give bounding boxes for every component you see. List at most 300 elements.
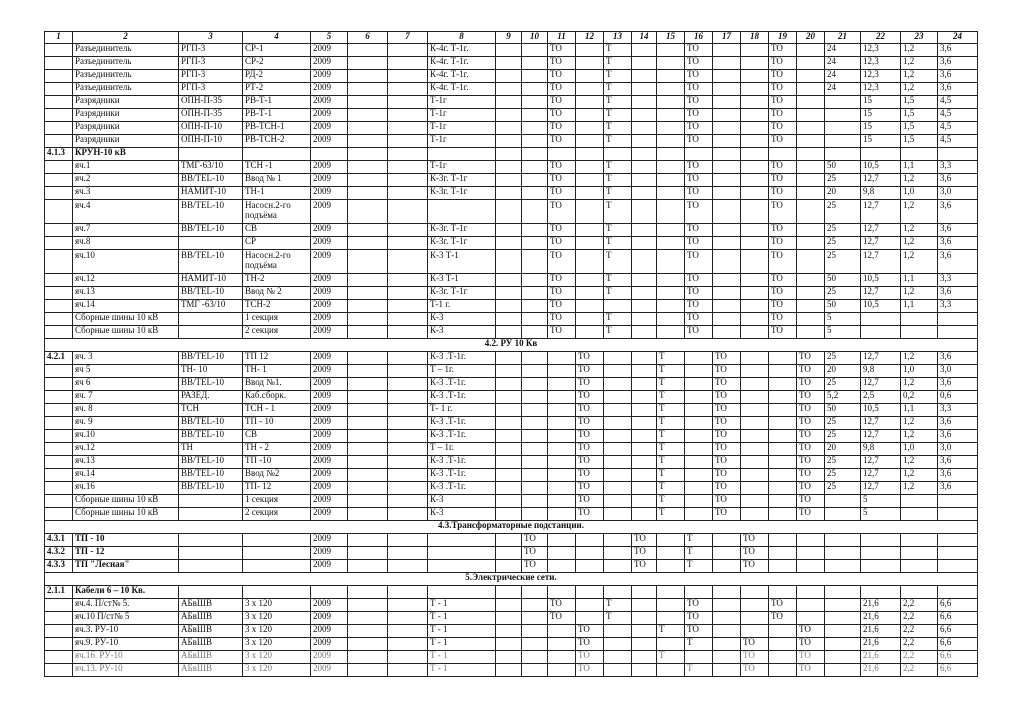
table-cell <box>496 313 522 326</box>
table-cell: 3,6 <box>938 174 978 187</box>
table-cell: 2009 <box>311 482 348 495</box>
table-cell: 12,3 <box>861 57 901 70</box>
table-cell: 1,2 <box>901 70 938 83</box>
table-cell <box>604 456 632 469</box>
table-cell <box>522 200 548 224</box>
table-cell <box>632 187 657 200</box>
table-cell <box>576 135 604 148</box>
table-cell: яч.10 <box>73 430 179 443</box>
table-cell: К-3 <box>428 495 496 508</box>
table-cell <box>901 495 938 508</box>
table-cell <box>713 161 741 174</box>
table-cell: ТО <box>713 495 741 508</box>
table-cell <box>713 664 741 677</box>
table-cell: ТО <box>769 313 797 326</box>
table-cell: ТО <box>548 326 576 339</box>
table-cell: ТО <box>741 534 769 547</box>
table-cell <box>657 250 685 274</box>
table-cell <box>797 586 825 599</box>
table-cell: яч.8 <box>73 237 179 250</box>
table-cell <box>657 326 685 339</box>
table-cell: 24 <box>825 44 861 57</box>
table-cell: яч.2 <box>73 174 179 187</box>
table-cell: ТО <box>797 456 825 469</box>
table-cell: Т <box>604 313 632 326</box>
table-cell <box>496 651 522 664</box>
table-cell: К-3 .Т-1г. <box>428 352 496 365</box>
table-cell <box>496 456 522 469</box>
table-cell <box>388 560 428 573</box>
table-row <box>45 174 978 187</box>
table-cell <box>576 300 604 313</box>
table-cell: Разрядники <box>73 135 179 148</box>
table-cell: ТО <box>769 174 797 187</box>
table-cell: 12,3 <box>861 83 901 96</box>
column-number: 10 <box>522 32 548 44</box>
table-cell: 3,6 <box>938 83 978 96</box>
table-cell <box>348 404 388 417</box>
table-cell: 15 <box>861 135 901 148</box>
table-cell <box>496 83 522 96</box>
table-cell <box>348 135 388 148</box>
table-cell: РВ-ТСН-2 <box>243 135 311 148</box>
table-cell <box>348 417 388 430</box>
table-cell <box>348 224 388 237</box>
table-cell: ТО <box>797 391 825 404</box>
table-cell <box>797 326 825 339</box>
table-cell <box>861 534 901 547</box>
table-cell <box>632 274 657 287</box>
table-cell: Разъединитель <box>73 83 179 96</box>
table-cell <box>797 57 825 70</box>
column-number: 8 <box>428 32 496 44</box>
table-cell <box>243 534 311 547</box>
table-cell <box>685 148 713 161</box>
table-cell <box>548 378 576 391</box>
table-cell: 1,5 <box>901 96 938 109</box>
table-cell: яч. 3 <box>73 352 179 365</box>
table-cell <box>604 404 632 417</box>
table-cell <box>388 534 428 547</box>
table-cell: Сборные шины 10 кВ <box>73 326 179 339</box>
table-cell: Т <box>604 135 632 148</box>
table-cell <box>348 469 388 482</box>
table-cell <box>548 469 576 482</box>
table-cell <box>657 547 685 560</box>
table-cell: 3,6 <box>938 57 978 70</box>
table-row <box>45 313 978 326</box>
table-cell <box>522 495 548 508</box>
table-cell <box>576 250 604 274</box>
table-cell: 2,2 <box>901 664 938 677</box>
table-cell <box>741 187 769 200</box>
table-cell <box>522 586 548 599</box>
table-cell: ОПН-П-10 <box>179 122 243 135</box>
table-cell <box>741 456 769 469</box>
table-cell: 1,5 <box>901 122 938 135</box>
table-cell <box>179 495 243 508</box>
table-cell: яч.14 <box>73 300 179 313</box>
table-cell <box>522 430 548 443</box>
table-cell: яч.3 <box>73 187 179 200</box>
table-cell <box>348 560 388 573</box>
column-number: 13 <box>604 32 632 44</box>
table-cell: ТО <box>548 96 576 109</box>
table-cell: 3,6 <box>938 430 978 443</box>
table-cell: К-3 .Т-1г. <box>428 417 496 430</box>
table-cell: Т <box>657 391 685 404</box>
table-cell <box>496 96 522 109</box>
table-cell <box>348 599 388 612</box>
section-number <box>45 391 73 404</box>
table-cell <box>348 109 388 122</box>
table-cell: 24 <box>825 57 861 70</box>
table-cell <box>522 664 548 677</box>
table-cell: ТО <box>576 443 604 456</box>
table-cell <box>901 326 938 339</box>
table-cell <box>797 313 825 326</box>
table-cell: НАМИТ-10 <box>179 187 243 200</box>
section-number <box>45 651 73 664</box>
table-cell <box>179 313 243 326</box>
table-cell <box>388 391 428 404</box>
table-cell: ТО <box>548 224 576 237</box>
table-cell: яч.12 <box>73 443 179 456</box>
table-cell: 3,6 <box>938 224 978 237</box>
table-cell: 2009 <box>311 70 348 83</box>
table-cell <box>496 482 522 495</box>
table-cell: Т - 1 <box>428 651 496 664</box>
table-cell <box>348 651 388 664</box>
table-row <box>45 495 978 508</box>
table-cell <box>604 300 632 313</box>
table-cell: ТО <box>576 508 604 521</box>
column-number: 20 <box>797 32 825 44</box>
table-cell: 3,0 <box>938 365 978 378</box>
table-cell <box>388 300 428 313</box>
table-cell: Т <box>657 456 685 469</box>
table-cell <box>576 599 604 612</box>
section-number: 4.2.1 <box>45 352 73 365</box>
table-cell <box>388 508 428 521</box>
table-cell <box>604 443 632 456</box>
table-cell <box>632 378 657 391</box>
table-cell <box>769 664 797 677</box>
table-cell <box>548 391 576 404</box>
table-cell <box>388 430 428 443</box>
table-cell <box>496 612 522 625</box>
table-cell: 2009 <box>311 44 348 57</box>
table-cell <box>496 187 522 200</box>
table-cell <box>797 287 825 300</box>
table-cell: ТО <box>576 365 604 378</box>
table-cell <box>522 404 548 417</box>
table-cell: ВВ/TEL-10 <box>179 378 243 391</box>
table-cell <box>713 625 741 638</box>
table-cell: ТО <box>769 83 797 96</box>
table-cell: 2009 <box>311 625 348 638</box>
table-cell <box>522 83 548 96</box>
table-cell: Т - 1 <box>428 638 496 651</box>
table-cell <box>632 57 657 70</box>
table-cell <box>522 313 548 326</box>
table-cell <box>604 430 632 443</box>
table-cell <box>496 430 522 443</box>
table-cell <box>825 122 861 135</box>
table-cell: ТО <box>685 187 713 200</box>
table-cell: 3,6 <box>938 44 978 57</box>
table-cell <box>548 404 576 417</box>
table-cell <box>769 365 797 378</box>
table-cell: К-3 .Т-1г. <box>428 430 496 443</box>
table-row <box>45 456 978 469</box>
table-cell: яч.9. РУ-10 <box>73 638 179 651</box>
table-cell: 2009 <box>311 287 348 300</box>
table-row <box>45 135 978 148</box>
table-cell <box>348 237 388 250</box>
section-number <box>45 57 73 70</box>
table-cell: ТО <box>713 443 741 456</box>
table-cell: ТО <box>576 469 604 482</box>
table-cell <box>825 495 861 508</box>
table-cell <box>576 187 604 200</box>
table-cell <box>825 534 861 547</box>
table-cell <box>685 469 713 482</box>
table-cell: Т <box>604 599 632 612</box>
table-cell: 50 <box>825 404 861 417</box>
table-cell: яч.4. П/ст№ 5. <box>73 599 179 612</box>
table-cell <box>576 534 604 547</box>
table-cell: К-3 Т-1 <box>428 250 496 274</box>
table-cell: 0,6 <box>938 391 978 404</box>
table-cell: ТН-1 <box>243 187 311 200</box>
table-cell: 4,5 <box>938 122 978 135</box>
table-cell: 15 <box>861 96 901 109</box>
column-number: 12 <box>576 32 604 44</box>
table-cell: СР <box>243 237 311 250</box>
table-cell: ТО <box>576 430 604 443</box>
table-cell <box>825 586 861 599</box>
table-cell: Т <box>657 508 685 521</box>
table-cell: Т <box>657 625 685 638</box>
table-cell: Разрядники <box>73 96 179 109</box>
table-cell: Т <box>604 224 632 237</box>
table-cell <box>604 638 632 651</box>
table-cell: Т <box>657 352 685 365</box>
table-cell <box>938 508 978 521</box>
table-cell <box>685 456 713 469</box>
table-cell: ТО <box>576 651 604 664</box>
table-cell <box>604 391 632 404</box>
table-row <box>45 638 978 651</box>
table-cell <box>388 469 428 482</box>
table-cell: 1,2 <box>901 224 938 237</box>
table-cell <box>243 547 311 560</box>
table-cell <box>632 109 657 122</box>
table-cell <box>388 417 428 430</box>
table-cell <box>741 495 769 508</box>
table-cell: ВВ/TEL-10 <box>179 287 243 300</box>
table-cell <box>576 148 604 161</box>
table-cell <box>522 352 548 365</box>
table-cell <box>632 651 657 664</box>
table-cell: 15 <box>861 109 901 122</box>
table-row <box>45 391 978 404</box>
table-cell: 4,5 <box>938 96 978 109</box>
table-cell <box>348 612 388 625</box>
table-cell <box>713 57 741 70</box>
table-cell: 2009 <box>311 638 348 651</box>
table-cell: яч.3. РУ-10 <box>73 625 179 638</box>
table-cell: Т-1г <box>428 122 496 135</box>
table-cell: ТО <box>685 161 713 174</box>
table-cell <box>604 625 632 638</box>
table-cell: 2009 <box>311 237 348 250</box>
table-cell: 12,7 <box>861 287 901 300</box>
table-cell: ВВ/TEL-10 <box>179 200 243 224</box>
table-cell: Ввод № 1 <box>243 174 311 187</box>
table-cell: ТП 12 <box>243 352 311 365</box>
table-cell <box>769 547 797 560</box>
table-cell: Т <box>657 365 685 378</box>
table-cell: 6,6 <box>938 651 978 664</box>
table-cell <box>741 612 769 625</box>
table-cell: 25 <box>825 469 861 482</box>
table-cell <box>522 250 548 274</box>
table-cell <box>741 250 769 274</box>
table-cell: 10,5 <box>861 300 901 313</box>
table-row <box>45 664 978 677</box>
table-cell <box>548 417 576 430</box>
table-cell <box>496 664 522 677</box>
table-cell <box>685 651 713 664</box>
table-row <box>45 70 978 83</box>
table-cell <box>713 148 741 161</box>
table-cell <box>685 443 713 456</box>
table-cell: 10,5 <box>861 274 901 287</box>
section-number <box>45 443 73 456</box>
table-cell <box>496 274 522 287</box>
table-cell <box>348 83 388 96</box>
table-cell: 12,7 <box>861 174 901 187</box>
table-cell: 25 <box>825 250 861 274</box>
table-cell: Т - 1 <box>428 664 496 677</box>
table-cell <box>496 547 522 560</box>
table-cell: 12,7 <box>861 200 901 224</box>
section-title: 4.3.Трансформаторные подстанции. <box>45 521 978 534</box>
table-cell: Т <box>604 161 632 174</box>
table-row <box>45 122 978 135</box>
table-cell: Сборные шины 10 кВ <box>73 495 179 508</box>
table-cell: 5 <box>861 495 901 508</box>
table-cell <box>713 534 741 547</box>
table-cell <box>348 391 388 404</box>
table-cell: ТО <box>576 482 604 495</box>
table-cell: 1,2 <box>901 469 938 482</box>
table-cell: Т <box>604 200 632 224</box>
table-cell <box>938 495 978 508</box>
table-cell <box>348 200 388 224</box>
table-cell: 2009 <box>311 456 348 469</box>
column-number: 19 <box>769 32 797 44</box>
table-cell <box>496 586 522 599</box>
table-cell: 2,2 <box>901 625 938 638</box>
table-cell: Т <box>604 83 632 96</box>
table-cell: ТО <box>632 560 657 573</box>
table-cell: 25 <box>825 224 861 237</box>
table-cell <box>496 391 522 404</box>
table-cell <box>576 237 604 250</box>
table-cell <box>428 200 496 224</box>
table-cell: ТО <box>797 495 825 508</box>
table-cell <box>348 161 388 174</box>
table-cell: 6,6 <box>938 599 978 612</box>
table-cell: 2009 <box>311 161 348 174</box>
table-cell: 1,2 <box>901 200 938 224</box>
section-number <box>45 456 73 469</box>
table-row <box>45 300 978 313</box>
table-cell: Т <box>685 560 713 573</box>
table-cell: ТО <box>769 237 797 250</box>
table-cell: 2009 <box>311 443 348 456</box>
table-cell <box>797 274 825 287</box>
table-cell <box>685 482 713 495</box>
table-cell: ТО <box>713 378 741 391</box>
table-cell <box>741 161 769 174</box>
table-cell <box>741 148 769 161</box>
table-cell: яч.13 <box>73 287 179 300</box>
table-cell <box>388 365 428 378</box>
table-cell <box>576 287 604 300</box>
table-cell: 2009 <box>311 313 348 326</box>
table-cell: 20 <box>825 365 861 378</box>
table-cell: ТМГ -63/10 <box>179 300 243 313</box>
table-cell: 1,2 <box>901 430 938 443</box>
table-cell: ТО <box>548 83 576 96</box>
table-cell: 21,6 <box>861 625 901 638</box>
table-cell <box>657 534 685 547</box>
table-cell <box>576 57 604 70</box>
table-cell <box>632 352 657 365</box>
table-cell: 1,2 <box>901 57 938 70</box>
table-cell: 25 <box>825 200 861 224</box>
table-cell: 2009 <box>311 534 348 547</box>
table-cell: 2009 <box>311 599 348 612</box>
table-cell <box>632 365 657 378</box>
table-cell <box>576 161 604 174</box>
table-cell <box>741 174 769 187</box>
table-cell <box>348 534 388 547</box>
table-cell <box>632 430 657 443</box>
table-cell <box>657 109 685 122</box>
table-cell: ТСН - 1 <box>243 404 311 417</box>
table-cell <box>685 352 713 365</box>
table-cell <box>769 456 797 469</box>
table-cell <box>657 96 685 109</box>
table-cell: 4,5 <box>938 109 978 122</box>
table-cell: ТСН-2 <box>243 300 311 313</box>
table-cell: 2,2 <box>901 638 938 651</box>
table-cell: ВВ/TEL-10 <box>179 250 243 274</box>
table-cell <box>348 664 388 677</box>
table-cell <box>657 586 685 599</box>
table-cell <box>576 224 604 237</box>
table-cell: 6,6 <box>938 638 978 651</box>
section-number <box>45 300 73 313</box>
table-row <box>45 352 978 365</box>
table-cell <box>522 612 548 625</box>
table-cell: К-4г. Т-1г. <box>428 57 496 70</box>
